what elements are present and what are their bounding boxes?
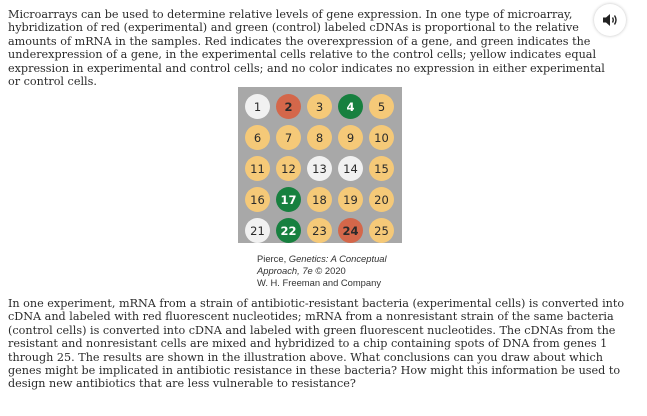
- microarray-spot-12: 12: [276, 156, 301, 181]
- microarray-spot-9: 9: [338, 125, 363, 150]
- microarray-spot-18: 18: [307, 187, 332, 212]
- microarray-spot-15: 15: [369, 156, 394, 181]
- caption-publisher: W. H. Freeman and Company: [257, 276, 382, 288]
- microarray-spot-4: 4: [338, 94, 363, 119]
- microarray-spot-11: 11: [245, 156, 270, 181]
- microarray-spot-20: 20: [369, 187, 394, 212]
- microarray-spot-13: 13: [307, 156, 332, 181]
- microarray-spot-25: 25: [369, 218, 394, 243]
- microarray-spot-22: 22: [276, 218, 301, 243]
- microarray-spot-2: 2: [276, 94, 301, 119]
- caption-title-cont: Approach, 7e: [257, 264, 313, 276]
- microarray-spot-23: 23: [307, 218, 332, 243]
- microarray-figure: [238, 87, 402, 243]
- microarray-spot-21: 21: [245, 218, 270, 243]
- figure-caption: [257, 253, 387, 288]
- microarray-spot-1: 1: [245, 94, 270, 119]
- speaker-icon: [602, 13, 618, 27]
- microarray-spot-24: 24: [338, 218, 363, 243]
- microarray-spot-8: 8: [307, 125, 332, 150]
- microarray-spot-17: 17: [276, 187, 301, 212]
- caption-title: Genetics: A Conceptual: [288, 253, 387, 264]
- microarray-spot-16: 16: [245, 187, 270, 212]
- caption-copyright: © 2020: [312, 264, 346, 276]
- speaker-button[interactable]: [594, 4, 626, 36]
- microarray-spot-14: 14: [338, 156, 363, 181]
- microarray-spot-10: 10: [369, 125, 394, 150]
- microarray-spot-19: 19: [338, 187, 363, 212]
- microarray-spot-6: 6: [245, 125, 270, 150]
- intro-paragraph: Microarrays can be used to determine relative levels of gene expression. In one type of microarray, hybridization of red (experimental) and green (control) labeled cDNAs is proportional to the relative amounts of mRNA in the samples. Red indicates the overexpression of a gene, and green indicates the underexpression of a gene, in the experimental cells relative to the control cells; yellow indicates equal expression in experimental and control cells; and no color indicates no expression in either experimental or control cells.: [8, 8, 605, 89]
- microarray-spot-5: 5: [369, 94, 394, 119]
- question-paragraph: In one experiment, mRNA from a strain of antibiotic-resistant bacteria (experimental cells) is converted into cDNA and labeled with red fluorescent nucleotides; mRNA from a nonresistant strain of the same bacteria (control cells) is converted into cDNA and labeled with green fluorescent nucleotides. The cDNAs from the resistant and nonresistant cells are mixed and hybridized to a chip containing spots of DNA from genes 1 through 25. The results are shown in the illustration above. What conclusions can you draw about which genes might be implicated in antibiotic resistance in these bacteria? How might this information be used to design new antibiotics that are less vulnerable to resistance?: [8, 297, 625, 391]
- caption-author: Pierce,: [257, 253, 289, 264]
- microarray-spot-7: 7: [276, 125, 301, 150]
- microarray-spot-3: 3: [307, 94, 332, 119]
